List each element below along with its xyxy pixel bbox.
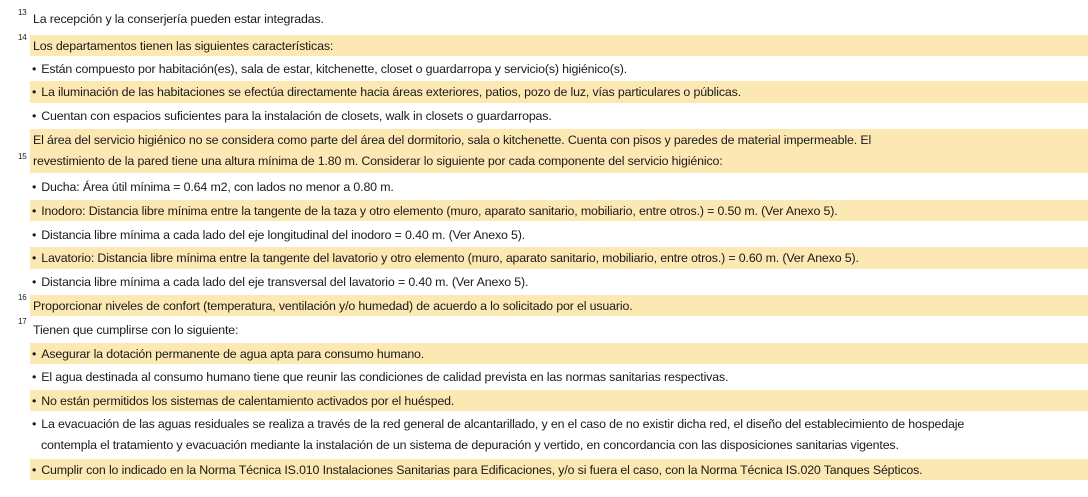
footnote-number-17: 17 <box>18 317 27 326</box>
footnote-number-16: 16 <box>18 293 27 302</box>
note-14 <box>30 35 1088 56</box>
note-16-text: Proporcionar niveles de confort (temperatura, ventilación y/o humedad) de acuerdo a lo solicitado por el usuario. <box>33 298 633 313</box>
note-13 <box>30 9 1088 29</box>
list-item: • La iluminación de las habitaciones se efectúa directamente hacia áreas exteriores, patios, pozo de luz, vías particulares o públicas. <box>30 81 1088 103</box>
note-16 <box>30 295 1088 316</box>
list-item: • Distancia libre mínima a cada lado del eje transversal del lavatorio = 0.40 m. (Ver Anexo 5). <box>30 271 1088 292</box>
note-14-text: Los departamentos tienen las siguientes características: <box>33 38 334 53</box>
note-13-text: La recepción y la conserjería pueden estar integradas. <box>33 12 324 26</box>
list-item: • Cuentan con espacios suficientes para la instalación de closets, walk in closets o guardarropas. <box>30 105 1088 126</box>
footnote-number-15: 15 <box>18 152 27 161</box>
list-item: • Inodoro: Distancia libre mínima entre la tangente de la taza y otro elemento (muro, aparato sanitario, mobiliario, entre otros.) = 0.50 m. (Ver Anexo 5). <box>30 200 1088 221</box>
footnote-number-13: 13 <box>18 8 27 17</box>
list-item: • Cumplir con lo indicado en la Norma Técnica IS.010 Instalaciones Sanitarias para Edificaciones, y/o si fuera el caso, con la Norma Técnica IS.020 Tanques Sépticos. <box>30 459 1088 480</box>
note-17 <box>30 319 1088 340</box>
list-item: • Asegurar la dotación permanente de agua apta para consumo humano. <box>30 343 1088 364</box>
list-item: • Lavatorio: Distancia libre mínima entre la tangente del lavatorio y otro elemento (muro, aparato sanitario, mobiliario, entre otros.) = 0.60 m. (Ver Anexo 5). <box>30 247 1088 269</box>
note-15-line-2: revestimiento de la pared tiene una altura mínima de 1.80 m. Considerar lo siguiente por cada componente del servicio higiénico: <box>33 154 723 168</box>
list-item: • La evacuación de las aguas residuales se realiza a través de la red general de alcantarillado, y en el caso de no existir dicha red, el diseño del establecimiento de hospedaje contempla el tratamiento y evacuación mediante la instalación de un sistema de depuración y vertido, en concordancia con las disposiciones sanitarias vigentes. <box>30 413 1088 457</box>
note-15 <box>30 129 1088 173</box>
list-item: • Están compuesto por habitación(es), sala de estar, kitchenette, closet o guardarropa y servicio(s) higiénico(s). <box>30 58 1088 79</box>
list-item: • Distancia libre mínima a cada lado del eje longitudinal del inodoro = 0.40 m. (Ver Anexo 5). <box>30 224 1088 245</box>
list-item: • Ducha: Área útil mínima = 0.64 m2, con lados no menor a 0.80 m. <box>30 176 1088 197</box>
footnote-number-14: 14 <box>18 33 27 42</box>
note-17-text: Tienen que cumplirse con lo siguiente: <box>33 322 239 337</box>
list-item: • El agua destinada al consumo humano tiene que reunir las condiciones de calidad prevista en las normas sanitarias respectivas. <box>30 366 1088 387</box>
list-item: • No están permitidos los sistemas de calentamiento activados por el huésped. <box>30 390 1088 411</box>
note-15-line-1: El área del servicio higiénico no se considera como parte del área del dormitorio, sala o kitchenette. Cuenta con pisos y paredes de material impermeable. El <box>33 133 872 147</box>
